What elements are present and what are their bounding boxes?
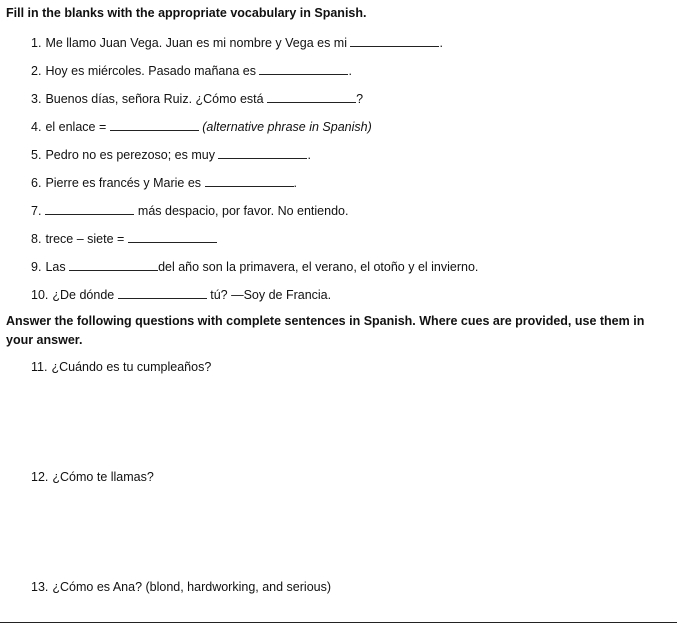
answer-blank[interactable]: [128, 230, 217, 243]
question-text-end: del año son la primavera, el verano, el otoño y el invierno.: [158, 260, 479, 274]
question-13: [31, 579, 331, 595]
question-text: trece – siete =: [45, 232, 125, 246]
question-text-end: .: [293, 176, 298, 190]
question-5: [31, 146, 311, 163]
question-number: 1.: [31, 36, 42, 50]
question-text: Buenos días, señora Ruiz. ¿Cómo está: [45, 92, 264, 106]
question-text: Pierre es francés y Marie es: [45, 176, 202, 190]
question-text: el enlace =: [45, 120, 107, 134]
question-text: ¿De dónde: [52, 288, 115, 302]
answer-blank[interactable]: [45, 202, 134, 215]
question-number: 8.: [31, 232, 42, 246]
question-7: [31, 202, 348, 219]
question-number: 5.: [31, 148, 42, 162]
question-9: [31, 258, 478, 275]
answer-blank[interactable]: [259, 62, 348, 75]
question-text: Hoy es miércoles. Pasado mañana es: [45, 64, 256, 78]
question-text-end: .: [348, 64, 352, 78]
section2-heading: Answer the following questions with complete sentences in Spanish. Where cues are provided, use them in your answer.: [6, 314, 645, 347]
question-number: 2.: [31, 64, 42, 78]
question-6: [31, 174, 297, 191]
question-number: 7.: [31, 204, 42, 218]
answer-blank[interactable]: [350, 34, 439, 47]
question-text-end: ?: [356, 92, 364, 106]
section1-heading: Fill in the blanks with the appropriate vocabulary in Spanish.: [6, 6, 367, 20]
question-text-end: .: [307, 148, 311, 162]
question-12: [31, 469, 154, 485]
question-number: 6.: [31, 176, 42, 190]
question-3: [31, 90, 363, 107]
question-number: 3.: [31, 92, 42, 106]
question-2: [31, 62, 352, 79]
answer-blank[interactable]: [69, 258, 158, 271]
answer-blank[interactable]: [205, 174, 294, 187]
question-text: Me llamo Juan Vega. Juan es mi nombre y Vega es mi: [45, 36, 347, 50]
answer-blank[interactable]: [118, 286, 207, 299]
question-number: 9.: [31, 260, 42, 274]
question-1: [31, 34, 443, 51]
answer-blank[interactable]: [110, 118, 199, 131]
question-text: Pedro no es perezoso; es muy: [45, 148, 215, 162]
question-number: 11.: [31, 360, 48, 374]
question-number: 12.: [31, 470, 49, 484]
question-8: [31, 230, 217, 247]
question-text-end: más despacio, por favor. No entiendo.: [137, 204, 349, 218]
answer-blank[interactable]: [267, 90, 356, 103]
question-4: [31, 118, 372, 135]
question-text-end: .: [439, 36, 443, 50]
page-bottom-divider: [0, 622, 677, 623]
question-text: ¿Cómo te llamas?: [52, 470, 154, 484]
question-text: ¿Cuándo es tu cumpleaños?: [51, 360, 212, 374]
question-number: 13.: [31, 580, 49, 594]
question-10: [31, 286, 331, 303]
question-text: Las: [45, 260, 66, 274]
question-hint: (alternative phrase in Spanish): [202, 120, 372, 134]
answer-blank[interactable]: [218, 146, 307, 159]
question-number: 4.: [31, 120, 42, 134]
question-text-end: tú? —Soy de Francia.: [210, 288, 332, 302]
question-text: ¿Cómo es Ana? (blond, hardworking, and serious): [52, 580, 332, 594]
question-11: [31, 359, 211, 375]
question-number: 10.: [31, 288, 49, 302]
